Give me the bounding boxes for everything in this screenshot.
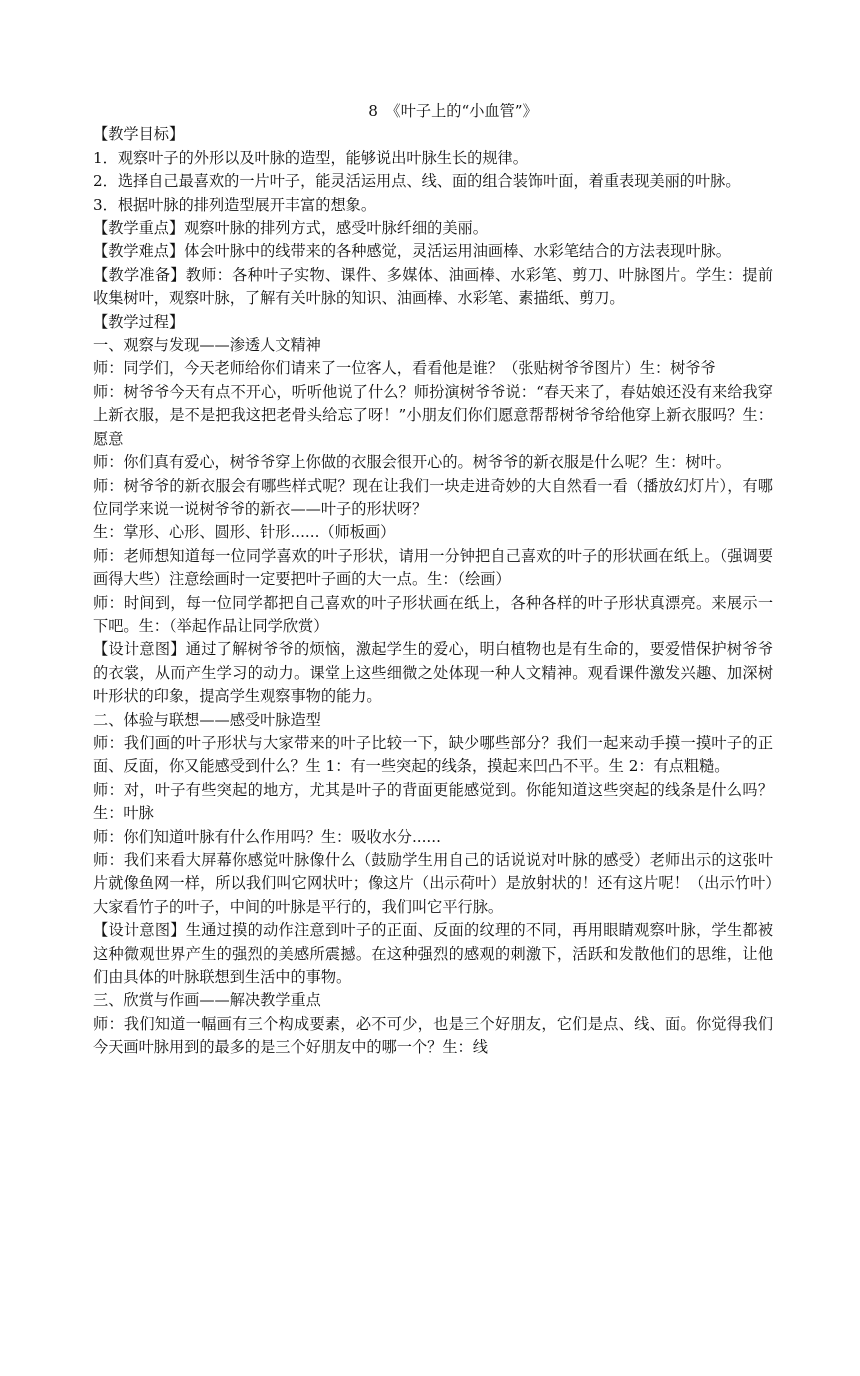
paragraph: 师：老师想知道每一位同学喜欢的叶子形状，请用一分钟把自己喜欢的叶子的形状画在纸上。（强调要画得大些）注意绘画时一定要把叶子画的大一点。生：（绘画）: [93, 546, 773, 589]
paragraph: 1．观察叶子的外形以及叶脉的造型，能够说出叶脉生长的规律。: [93, 148, 528, 167]
paragraph: 师：你们真有爱心，树爷爷穿上你做的衣服会很开心的。树爷爷的新衣服是什么呢？生：树叶。: [93, 453, 731, 472]
paragraph: 【教学准备】教师：各种叶子实物、课件、多媒体、油画棒、水彩笔、剪刀、叶脉图片。学生：提前收集树叶，观察叶脉，了解有关叶脉的知识、油画棒、水彩笔、素描纸、剪刀。: [93, 265, 773, 308]
paragraph: 三、欣赏与作画——解决教学重点: [93, 991, 321, 1010]
paragraph: 【教学目标】: [93, 125, 185, 144]
paragraph: 师：树爷爷的新衣服会有哪些样式呢？现在让我们一块走进奇妙的大自然看一看（播放幻灯片），有哪位同学来说一说树爷爷的新衣——叶子的形状呀？: [93, 476, 773, 518]
paragraph: 师：时间到，每一位同学都把自己喜欢的叶子形状画在纸上，各种各样的叶子形状真漂亮。来展示一下吧。生：（举起作品让同学欣赏）: [93, 593, 773, 635]
paragraph: 师：同学们，今天老师给你们请来了一位客人，看看他是谁？（张贴树爷爷图片）生：树爷爷: [93, 359, 716, 378]
paragraph: 生：掌形、心形、圆形、针形......（师板画）: [93, 523, 396, 542]
paragraph: 【设计意图】生通过摸的动作注意到叶子的正面、反面的纹理的不同，再用眼睛观察叶脉，学生都被这种微观世界产生的强烈的美感所震撼。在这种强烈的感观的刺激下，活跃和发散他们的思维，让他们由具体的叶脉联想到生活中的事物。: [93, 921, 773, 987]
paragraph: 师：我们知道一幅画有三个构成要素，必不可少，也是三个好朋友，它们是点、线、面。你觉得我们今天画叶脉用到的最多的是三个好朋友中的哪一个？生：线: [93, 1014, 773, 1057]
paragraph: 师：树爷爷今天有点不开心，听听他说了什么？师扮演树爷爷说：“春天来了，春姑娘还没有来给我穿上新衣服，是不是把我这把老骨头给忘了呀！”小朋友们你们愿意帮帮树爷爷给他穿上新衣服吗？生：愿意: [93, 382, 773, 448]
paragraph: 【教学重点】观察叶脉的排列方式，感受叶脉纤细的美丽。: [93, 219, 488, 238]
paragraph: 【设计意图】通过了解树爷爷的烦恼，激起学生的爱心，明白植物也是有生命的，要爱惜保护树爷爷的衣裳，从而产生学习的动力。课堂上这些细微之处体现一种人文精神。观看课件激发兴趣、加深树叶形状的印象，提高学生观察事物的能力。: [93, 640, 773, 706]
paragraph: 师：你们知道叶脉有什么作用吗？生：吸收水分......: [93, 827, 441, 846]
paragraph: 二、体验与联想——感受叶脉造型: [93, 710, 321, 729]
document-page: [93, 100, 773, 1060]
paragraph: 【教学过程】: [93, 312, 185, 331]
paragraph: 师：我们来看大屏幕你感觉叶脉像什么（鼓励学生用自己的话说说对叶脉的感受）老师出示的这张叶片就像鱼网一样，所以我们叫它网状叶；像这片（出示荷叶）是放射状的！还有这片呢！（出示竹叶）大家看竹子的叶子，中间的叶脉是平行的，我们叫它平行脉。: [93, 851, 773, 916]
paragraph: 2．选择自己最喜欢的一片叶子，能灵活运用点、线、面的组合装饰叶面，着重表现美丽的叶脉。: [93, 172, 741, 191]
paragraph: 【教学难点】体会叶脉中的线带来的各种感觉，灵活运用油画棒、水彩笔结合的方法表现叶脉。: [93, 242, 731, 261]
paragraph: 一、观察与发现——渗透人文精神: [93, 336, 321, 355]
paragraph: 3．根据叶脉的排列造型展开丰富的想象。: [93, 195, 377, 214]
paragraph: 师：对，叶子有些突起的地方，尤其是叶子的背面更能感觉到。你能知道这些突起的线条是什么吗？生：叶脉: [93, 780, 773, 823]
document-title: 8 《叶子上的“小血管”》: [368, 102, 538, 120]
paragraph: 师：我们画的叶子形状与大家带来的叶子比较一下，缺少哪些部分？我们一起来动手摸一摸叶子的正面、反面，你又能感受到什么？生 1：有一些突起的线条，摸起来凹凸不平。生 2：有点粗糙。: [93, 733, 773, 776]
